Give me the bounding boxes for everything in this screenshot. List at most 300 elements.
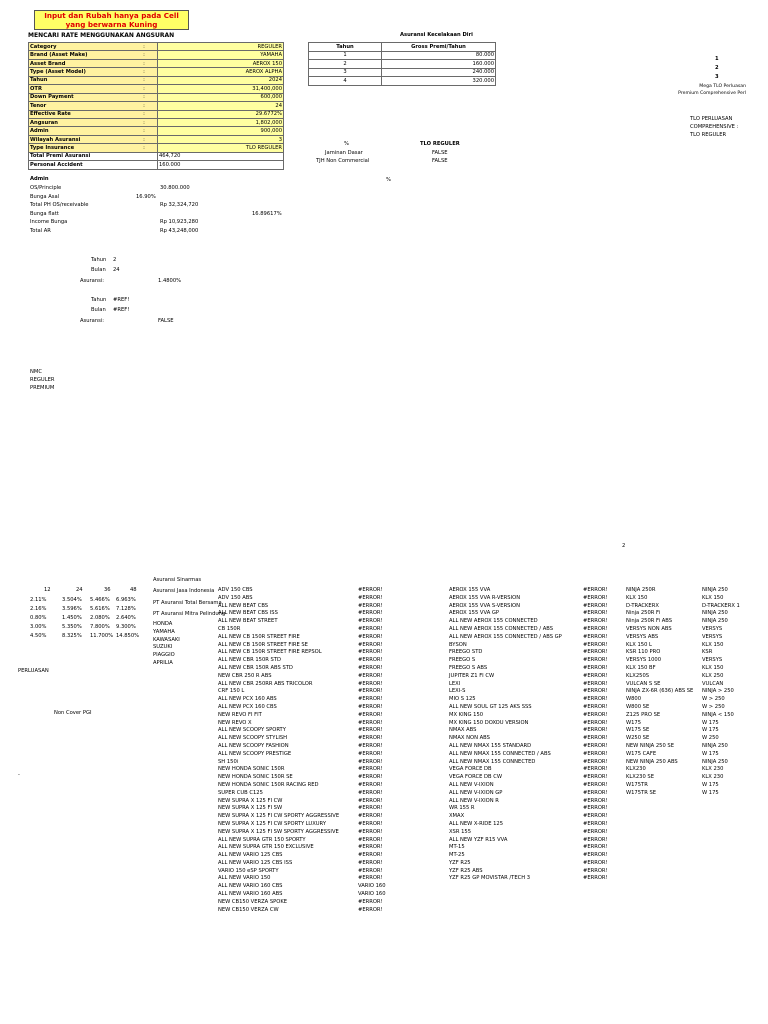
model-name: JUPITER Z1 FI CW: [449, 672, 495, 679]
param-value-cell[interactable]: REGULER: [158, 43, 284, 51]
model-group: #ERROR!: [583, 657, 608, 664]
model-name: ALL NEW NMAX 155 CONNECTED / ABS: [449, 750, 551, 757]
model-group: #ERROR!: [358, 898, 383, 905]
model-group: W > 250: [702, 703, 725, 710]
param-value-cell[interactable]: 1,802,000: [158, 118, 284, 126]
model-group: NINJA 250: [702, 742, 728, 749]
model-name: ADV 150 ABS: [218, 594, 253, 601]
param-label: Brand (Asset Make): [29, 51, 132, 59]
premi-value: 320.000: [382, 77, 496, 86]
model-group: #ERROR!: [583, 781, 608, 788]
model-group: #ERROR!: [358, 750, 383, 757]
model-group: #ERROR!: [583, 735, 608, 742]
model-group: #ERROR!: [358, 742, 383, 749]
model-name: KLX250S: [626, 672, 650, 679]
param-value-cell[interactable]: 2024: [158, 76, 284, 84]
model-name: ALL NEW AEROX 155 CONNECTED: [449, 618, 538, 625]
model-name: ALL NEW VARIO 125 CBS: [218, 852, 283, 859]
rate-cell: 5.466%: [90, 597, 110, 603]
model-row: [449, 603, 617, 611]
param-value-cell[interactable]: 900,000: [158, 127, 284, 135]
model-name: W175 SE: [626, 727, 650, 734]
calc-amount: Rp 10,923,280: [160, 219, 199, 226]
model-name: MT-25: [449, 852, 465, 859]
model-row: [626, 782, 766, 790]
model-name: NEW REVO X: [218, 719, 252, 726]
model-name: NEW HONDA SONIC 150R RACING RED: [218, 781, 319, 788]
model-row: [218, 642, 398, 650]
kawasaki-models: [626, 587, 766, 798]
model-row: [449, 720, 617, 728]
rate-cell: 7.800%: [90, 624, 110, 630]
model-row: [218, 743, 398, 751]
model-row: [218, 673, 398, 681]
category-nmc: NMC: [30, 369, 42, 375]
rate-cell: 3.596%: [62, 606, 82, 612]
calc-amount: Rp 43,248,000: [160, 228, 199, 234]
model-row: [218, 844, 398, 852]
param-separator: :: [131, 43, 158, 51]
param-value-cell[interactable]: 29.6772%: [158, 110, 284, 118]
model-name: VARIO 150 eSP SPORTY: [218, 867, 279, 874]
param-separator: :: [131, 85, 158, 93]
rate-cell: 2.11%: [30, 597, 47, 603]
model-name: NEW SUPRA X 125 FI CW SPORTY LUXURY: [218, 820, 326, 827]
param-separator: :: [131, 93, 158, 101]
model-row: [449, 821, 617, 829]
model-group: #ERROR!: [358, 813, 383, 820]
model-group: W 175: [702, 719, 719, 726]
param-row: [29, 85, 284, 93]
model-name: NEW CBR 250 R ABS: [218, 672, 272, 679]
model-row: [626, 657, 766, 665]
model-row: [626, 712, 766, 720]
right-note-2: Premium Comprehensive Perl: [678, 91, 746, 96]
model-name: ALL NEW YZF R15 VVA: [449, 836, 508, 843]
model-row: [449, 696, 617, 704]
model-name: FREEGO STD: [449, 649, 483, 656]
model-group: NINJA < 150: [702, 711, 734, 718]
param-row: [29, 76, 284, 84]
model-row: [218, 720, 398, 728]
model-group: #ERROR!: [583, 813, 608, 820]
model-row: [218, 696, 398, 704]
rate-cell: 3.00%: [30, 624, 47, 630]
model-row: [449, 618, 617, 626]
model-name: MIO S 125: [449, 696, 476, 703]
model-row: [449, 860, 617, 868]
model-row: [218, 766, 398, 774]
tahun-value: 1.4800%: [158, 278, 182, 284]
model-row: [626, 751, 766, 759]
right-num-1: 1: [715, 56, 719, 62]
calc-label: OS/Principle: [30, 185, 62, 191]
category-reguler: REGULER: [30, 377, 55, 383]
model-group: #ERROR!: [583, 602, 608, 609]
model-group: #ERROR!: [358, 774, 383, 781]
model-row: [449, 595, 617, 603]
parameter-grid: [28, 42, 284, 170]
model-name: SH 150i: [218, 758, 239, 765]
model-group: #ERROR!: [583, 672, 608, 679]
premi-row: [309, 68, 496, 77]
param-value-cell[interactable]: 600,000: [158, 93, 284, 101]
premi-tahun: 2: [309, 60, 382, 69]
model-group: W 175: [702, 789, 719, 796]
premi-tahun: 4: [309, 77, 382, 86]
model-name: ALL NEW CBR 250RR ABS TRICOLOR: [218, 680, 313, 687]
model-group: #ERROR!: [358, 719, 383, 726]
premi-value: 80.000: [382, 51, 496, 60]
param-row: [29, 93, 284, 101]
param-row: [29, 43, 284, 51]
brand-item: APRILIA: [153, 659, 173, 666]
model-group: #ERROR!: [583, 797, 608, 804]
model-group: #ERROR!: [358, 594, 383, 601]
model-row: [449, 774, 617, 782]
calc-label: Bunga flatt: [30, 210, 59, 217]
model-row: [626, 610, 766, 618]
param-value-cell[interactable]: 464,720: [158, 152, 284, 160]
param-label: Personal Accident: [29, 161, 132, 169]
model-row: [218, 634, 398, 642]
model-group: KLX 230: [702, 766, 724, 773]
right-type-1: TLO PERLUASAN: [690, 116, 733, 122]
model-row: [626, 759, 766, 767]
model-name: ALL NEW BEAT STREET: [218, 618, 278, 625]
calc-block: [30, 185, 290, 235]
model-group: #ERROR!: [583, 836, 608, 843]
rate-cell: 4.50%: [30, 633, 47, 639]
rate-header: 12: [44, 587, 51, 593]
param-row: [29, 68, 284, 76]
model-row: [449, 587, 617, 595]
model-group: D-TRACKERX 1: [702, 602, 740, 609]
tahun-key: Asuransi:: [80, 278, 105, 284]
model-group: #ERROR!: [583, 594, 608, 601]
model-group: #ERROR!: [358, 657, 383, 664]
model-row: [449, 665, 617, 673]
model-row: [218, 735, 398, 743]
model-row: [626, 774, 766, 782]
model-name: VERSYS ABS: [626, 633, 659, 640]
model-name: MT-15: [449, 844, 465, 851]
model-row: [626, 634, 766, 642]
model-name: KSR 110 PRO: [626, 649, 661, 656]
param-label: Type (Asset Model): [29, 68, 132, 76]
model-group: #ERROR!: [358, 852, 383, 859]
model-row: [626, 727, 766, 735]
non-cover-label: Non Cover PGI: [54, 710, 92, 716]
model-group: #ERROR!: [583, 703, 608, 710]
model-group: #ERROR!: [358, 859, 383, 866]
model-name: LEXI: [449, 680, 461, 687]
premi-header-tahun: Tahun: [309, 43, 382, 52]
model-group: #ERROR!: [583, 719, 608, 726]
model-row: [449, 743, 617, 751]
calc-label: Total AR: [30, 228, 51, 234]
model-group: #ERROR!: [583, 789, 608, 796]
model-group: VARIO 160: [358, 883, 386, 890]
asuransi-title: Asuransi Kecelakaan Diri: [400, 32, 473, 38]
model-group: #ERROR!: [358, 602, 383, 609]
model-group: #ERROR!: [358, 688, 383, 695]
model-group: #ERROR!: [583, 859, 608, 866]
model-name: NINJA 250R: [626, 587, 656, 593]
param-separator: :: [131, 144, 158, 152]
tjh-value: FALSE: [432, 158, 448, 164]
model-row: [218, 712, 398, 720]
right-num-3: 3: [715, 74, 719, 80]
param-value-cell[interactable]: 24: [158, 102, 284, 110]
model-group: #ERROR!: [358, 805, 383, 812]
model-group: #ERROR!: [358, 587, 383, 593]
rate-cell: 7.128%: [116, 606, 136, 612]
right-num-2: 2: [715, 65, 719, 71]
param-separator: :: [131, 135, 158, 143]
param-value-cell[interactable]: TLO REGULER: [158, 144, 284, 152]
model-name: AEROX 155 VVA S-VERSION: [449, 602, 520, 609]
model-row: [218, 618, 398, 626]
param-value-cell[interactable]: 3: [158, 135, 284, 143]
rate-cell: 9.300%: [116, 624, 136, 630]
model-row: [218, 813, 398, 821]
model-name: NEW CB150 VERZA CW: [218, 906, 279, 913]
model-name: NEW SUPRA X 125 FI CW: [218, 797, 283, 804]
model-group: KLX 150: [702, 664, 724, 671]
insurer-3: PT Asuransi Mitra Pelindung: [153, 611, 226, 617]
param-value-cell[interactable]: 160.000: [158, 161, 284, 169]
model-row: [449, 626, 617, 634]
jaminan-value: FALSE: [432, 150, 448, 156]
model-row: [626, 790, 766, 798]
model-row: [626, 649, 766, 657]
model-name: ALL NEW CBR 150R STD: [218, 657, 281, 664]
model-group: #ERROR!: [583, 828, 608, 835]
model-row: [626, 665, 766, 673]
param-label: Total Premi Asuransi: [29, 152, 132, 160]
tahun-key: Asuransi:: [80, 318, 105, 324]
model-row: [449, 852, 617, 860]
param-value-cell[interactable]: AEROX 150: [158, 59, 284, 67]
model-group: NINJA 250: [702, 758, 728, 765]
model-row: [449, 751, 617, 759]
rate-header: 48: [130, 587, 137, 593]
rate-header: 24: [76, 587, 83, 593]
model-group: #ERROR!: [358, 766, 383, 773]
model-group: #ERROR!: [583, 587, 608, 593]
model-row: [449, 759, 617, 767]
model-row: [218, 837, 398, 845]
model-group: VERSYS: [702, 633, 723, 640]
param-separator: :: [131, 110, 158, 118]
model-group: #ERROR!: [583, 875, 608, 882]
honda-models: [218, 587, 398, 914]
model-row: [218, 626, 398, 634]
model-group: #ERROR!: [358, 735, 383, 742]
model-row: [449, 782, 617, 790]
model-name: AEROX 155 VVA: [449, 587, 491, 593]
model-group: #ERROR!: [583, 680, 608, 687]
model-row: [449, 704, 617, 712]
model-name: ALL NEW X-RIDE 125: [449, 820, 504, 827]
param-value-cell[interactable]: 31,400,000: [158, 85, 284, 93]
model-group: KLX 250: [702, 672, 724, 679]
model-name: ADV 150 CBS: [218, 587, 253, 593]
model-row: [218, 665, 398, 673]
right-type-2: COMPREHENSIVE :: [690, 124, 739, 130]
model-row: [218, 688, 398, 696]
model-row: [218, 603, 398, 611]
param-separator: :: [131, 51, 158, 59]
model-group: #ERROR!: [583, 852, 608, 859]
model-group: #ERROR!: [358, 828, 383, 835]
model-name: ALL NEW SUPRA GTR 150 EXCLUSIVE: [218, 844, 314, 851]
param-label: OTR: [29, 85, 132, 93]
model-name: NEW SUPRA X 125 FI CW SPORTY AGGRESSIVE: [218, 813, 340, 820]
model-row: [218, 681, 398, 689]
model-row: [218, 883, 398, 891]
model-group: KSR: [702, 649, 713, 656]
model-name: NEW SUPRA X 125 FI SW: [218, 805, 283, 812]
param-separator: :: [131, 102, 158, 110]
model-name: W175: [626, 719, 642, 726]
model-name: ALL NEW VARIO 150: [218, 875, 271, 882]
model-row: [626, 618, 766, 626]
model-name: NEW HONDA SONIC 150R SE: [218, 774, 293, 781]
model-name: CB 150R: [218, 625, 241, 632]
model-name: FREEGO S ABS: [449, 664, 488, 671]
premi-header-gross: Gross Premi/Tahun: [382, 43, 496, 52]
model-name: KLX 150: [626, 594, 648, 601]
insurer-2: PT Asuransi Total Bersama: [153, 600, 222, 606]
model-row: [626, 642, 766, 650]
model-group: KLX 230: [702, 774, 724, 781]
model-group: #ERROR!: [358, 711, 383, 718]
model-name: NEW SUPRA X 125 FI SW SPORTY AGGRESSIVE: [218, 828, 339, 835]
model-name: NINJA ZX-6R (636) ABS SE: [626, 688, 694, 695]
model-row: [449, 634, 617, 642]
premi-tahun: 3: [309, 68, 382, 77]
tjh-label: TJH Non Commercial: [316, 158, 370, 164]
model-group: #ERROR!: [358, 789, 383, 796]
param-row: [29, 59, 284, 67]
param-label: Tenor: [29, 102, 132, 110]
model-name: NEW HONDA SONIC 150R: [218, 766, 285, 773]
model-name: XSR 155: [449, 828, 472, 835]
param-row: [29, 51, 284, 59]
tahun-key: Bulan: [91, 267, 106, 273]
tahun-key: Tahun: [91, 257, 107, 263]
model-group: VARIO 160: [358, 891, 386, 898]
model-group: VERSYS: [702, 657, 723, 664]
model-name: W175TR: [626, 781, 648, 788]
model-group: NINJA > 250: [702, 688, 734, 695]
tahun-value: #REF!: [113, 297, 130, 303]
model-name: ALL NEW SCOOPY STYLISH: [218, 735, 288, 742]
model-name: W175TR SE: [626, 789, 657, 796]
mid-tlo: TLO REGULER: [420, 141, 460, 147]
model-name: ALL NEW SCOOPY SPORTY: [218, 727, 286, 734]
model-name: ALL NEW NMAX 155 CONNECTED: [449, 758, 536, 765]
model-group: #ERROR!: [358, 618, 383, 625]
tahun-block: [80, 257, 200, 327]
model-group: #ERROR!: [358, 836, 383, 843]
model-row: [218, 899, 398, 907]
model-name: ALL NEW AEROX 155 CONNECTED / ABS: [449, 625, 554, 632]
model-group: #ERROR!: [358, 867, 383, 874]
model-row: [218, 610, 398, 618]
insurer-0: Asuransi Sinarmas: [153, 577, 202, 583]
model-group: #ERROR!: [358, 797, 383, 804]
calc-amount: 30.800.000: [160, 185, 190, 191]
param-label: Wilayah Asuransi: [29, 135, 132, 143]
model-name: MX KING 150 DOXOU VERSION: [449, 719, 529, 726]
model-row: [218, 907, 398, 915]
model-name: NEW CB150 VERZA SPOKE: [218, 898, 288, 905]
param-separator: [131, 152, 158, 160]
tahun-value: #REF!: [113, 307, 130, 313]
model-group: KLX 150: [702, 641, 724, 648]
model-name: NEW REVO FI FIT: [218, 711, 262, 718]
model-row: [218, 805, 398, 813]
model-row: [626, 743, 766, 751]
model-row: [626, 735, 766, 743]
model-name: D-TRACKERX: [626, 602, 659, 609]
model-row: [626, 626, 766, 634]
model-row: [626, 766, 766, 774]
rate-cell: 14.850%: [116, 633, 140, 639]
param-row: [29, 118, 284, 126]
param-value-cell[interactable]: AEROX ALPHA: [158, 68, 284, 76]
calc-label: Total PH OS/receivable: [30, 202, 89, 209]
model-group: #ERROR!: [583, 805, 608, 812]
model-name: KLX 150 L: [626, 641, 652, 648]
param-label: Type Insurance: [29, 144, 132, 152]
rate-table: [28, 587, 154, 643]
model-name: YZF R25 ABS: [449, 867, 483, 874]
param-value-cell[interactable]: YAMAHA: [158, 51, 284, 59]
calc-flat: 16.89617%: [252, 210, 282, 217]
model-group: #ERROR!: [583, 750, 608, 757]
premi-row: [309, 60, 496, 69]
model-name: CRF 150 L: [218, 688, 245, 695]
model-row: [218, 875, 398, 883]
rate-cell: 5.350%: [62, 624, 82, 630]
brand-item: SUZUKI: [153, 644, 173, 651]
model-name: ALL NEW VARIO 125 CBS ISS: [218, 859, 293, 866]
right-type-3: TLO REGULER: [690, 132, 727, 138]
model-name: VERSYS NON ABS: [626, 625, 672, 632]
model-name: FREEGO S: [449, 657, 476, 664]
param-separator: :: [131, 127, 158, 135]
model-group: #ERROR!: [583, 820, 608, 827]
model-group: NINJA 250: [702, 618, 728, 625]
param-label: Admin: [29, 127, 132, 135]
model-row: [218, 595, 398, 603]
insurer-1: Asuransi Jasa Indonesia: [153, 588, 215, 594]
model-row: [626, 587, 766, 595]
model-group: #ERROR!: [583, 867, 608, 874]
model-row: [218, 821, 398, 829]
model-row: [449, 790, 617, 798]
brand-item: HONDA: [153, 621, 173, 627]
dash-mark: -: [18, 772, 20, 778]
admin-label: Admin: [30, 176, 49, 182]
model-group: #ERROR!: [358, 781, 383, 788]
tahun-value: 2: [113, 257, 117, 263]
model-row: [626, 603, 766, 611]
